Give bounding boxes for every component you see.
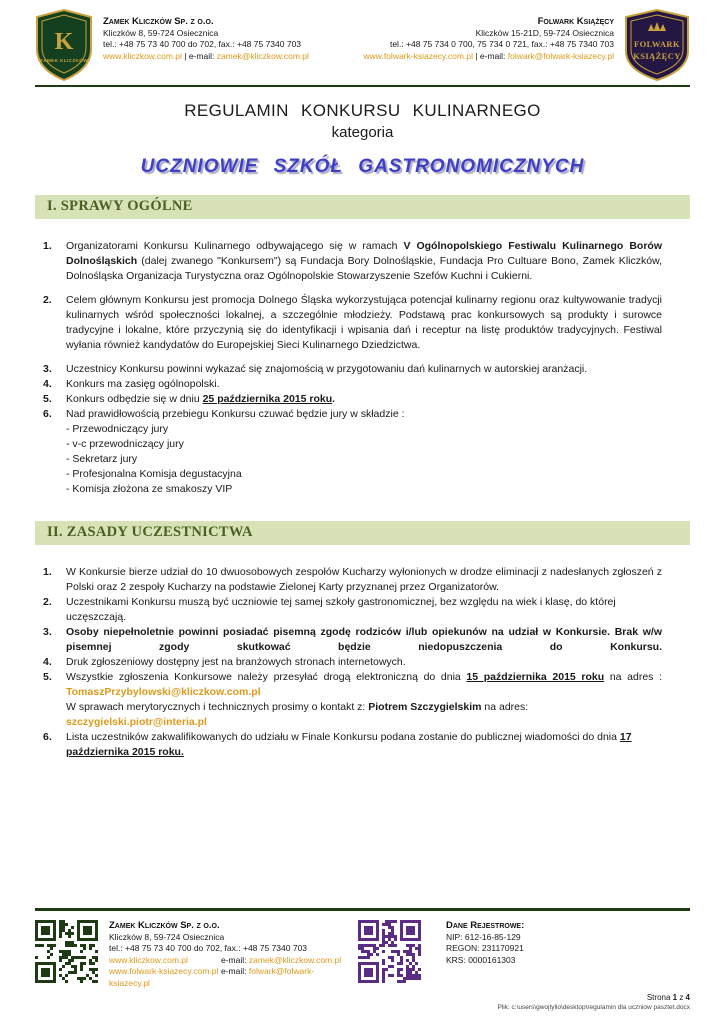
file-path: Plik: c:\users\gwojtyllo\desktop\regulamin dla uczniow pasztet.docx <box>497 1004 690 1011</box>
logo-letter: K <box>54 29 74 55</box>
text-segment: 4 <box>685 993 690 1002</box>
email-link[interactable]: zamek@kliczkow.com.pl <box>248 954 342 965</box>
list-item <box>35 407 662 497</box>
page-number <box>35 993 690 1003</box>
document-subtitle: kategoria <box>331 124 394 141</box>
footer <box>35 908 690 1013</box>
registry-regon: REGON: 231170921 <box>446 943 524 953</box>
text-segment: Organizatorami Konkursu Kulinarnego odbywającego się w ramach <box>66 240 404 252</box>
email-link[interactable]: zamek@kliczkow.com.pl <box>216 50 309 61</box>
sub-line <box>66 422 662 437</box>
text-segment: Konkurs odbędzie się w dniu <box>66 393 203 405</box>
sub-line <box>66 700 662 715</box>
company-info-left <box>103 9 309 62</box>
qr-code-folwark <box>358 920 421 983</box>
company-name: Folwark Książęcy <box>537 16 614 27</box>
text-segment: na adres : <box>604 671 662 683</box>
sub-line <box>66 482 662 497</box>
text-segment: Nad prawidłowością przebiegu Konkursu czuwać będzie jury w składzie : <box>66 408 405 420</box>
list-item-text <box>66 625 662 655</box>
company-address: Kliczków 15-21D, 59-724 Osiecznica <box>475 27 614 38</box>
section-heading: II. ZASADY UCZESTNICTWA <box>35 521 690 545</box>
section-heading: I. SPRAWY OGÓLNE <box>35 195 690 219</box>
footer-divider <box>35 908 690 911</box>
sub-line <box>66 715 662 730</box>
text-segment: . <box>332 393 336 405</box>
category-title: UCZNIOWIE SZKÓŁ GASTRONOMICZNYCH <box>140 156 585 177</box>
list-item-main-text <box>66 392 662 407</box>
list-item-main-text <box>66 655 662 670</box>
list-item-text <box>66 239 662 284</box>
list-item-number: 3. <box>43 363 52 375</box>
logo-text-line2: KSIĄŻĘCY <box>633 51 681 61</box>
text-segment: - Sekretarz jury <box>66 453 138 465</box>
text-segment: 25 października 2015 roku <box>202 393 333 405</box>
document-section <box>0 521 725 760</box>
company-address: Kliczków 8, 59-724 Osiecznica <box>103 27 219 38</box>
company-phone: tel.: +48 75 73 40 700 do 702, fax.: +48 75 7340 703 <box>103 39 302 49</box>
list-item-main-text <box>66 730 662 760</box>
list-item-text <box>66 407 662 497</box>
list-item-text <box>66 293 662 353</box>
list-item <box>35 670 662 730</box>
text-segment: 15 października 2015 roku <box>466 671 605 683</box>
text-segment: V Ogólnopolskiego Festiwalu Kulinarnego Borów Dolnośląskich <box>66 240 663 267</box>
header-right-block <box>364 9 690 81</box>
text-segment: Druk zgłoszeniowy dostępny jest na branżowych stronach internetowych. <box>66 656 406 668</box>
list-item <box>35 655 662 670</box>
list-item-number: 6. <box>43 731 52 743</box>
website-link[interactable]: www.kliczkow.com.pl <box>103 50 182 61</box>
list-item-main-text <box>66 293 662 353</box>
list-item-number: 6. <box>43 408 52 420</box>
list-item-number: 1. <box>43 566 52 578</box>
footer-company-info <box>109 920 347 989</box>
list-item-text <box>66 595 662 625</box>
list-item-main-text <box>66 239 662 284</box>
list-item-number: 2. <box>43 596 52 608</box>
text-segment: Osoby niepełnoletnie powinni posiadać pisemną zgodę rodziców i/lub opiekunów na udział w Konkursie. Brak w/w pisemnej zgody skutkować będzie niedopuszczenia do Konkursu. <box>66 626 662 653</box>
list-item-number: 5. <box>43 393 52 405</box>
company-phone: tel.: +48 75 73 40 700 do 702, fax.: +48 75 7340 703 <box>109 943 308 953</box>
company-address: Kliczków 8, 59-724 Osiecznica <box>109 931 225 942</box>
text-segment: - Komisja złożona ze smakoszy VIP <box>66 483 233 495</box>
text-segment: 1 <box>672 993 678 1002</box>
sub-line <box>66 467 662 482</box>
text-segment: Uczestnicy Konkursu powinni wykazać się znajomością w przygotowaniu dań kulinarnych w autorskiej aranżacji. <box>66 363 588 375</box>
company-name: Zamek Kliczków Sp. z o.o. <box>103 16 214 27</box>
separator-text: | e-mail: <box>472 50 508 61</box>
list-item <box>35 362 662 377</box>
email-link[interactable]: TomaszPrzybylowski@kliczkow.com.pl <box>66 686 261 698</box>
section-items <box>35 565 690 760</box>
separator-text: | e-mail: <box>181 50 217 61</box>
company-phone: tel.: +48 75 734 0 700, 75 734 0 721, fax.: +48 75 7340 703 <box>389 39 614 49</box>
website-link[interactable]: www.folwark-ksiazecy.com.pl <box>109 966 219 976</box>
footer-meta <box>35 993 690 1013</box>
text-segment: Piotrem Szczygielskim <box>368 701 482 713</box>
list-item <box>35 392 662 407</box>
sub-line <box>66 437 662 452</box>
list-item-main-text <box>66 595 662 625</box>
registry-info <box>446 920 524 966</box>
sub-line <box>66 452 662 467</box>
list-item-number: 5. <box>43 671 52 683</box>
registry-heading: Dane Rejestrowe: <box>446 920 525 931</box>
header-left-block <box>35 9 309 81</box>
text-segment: z <box>677 993 686 1002</box>
footer-content <box>35 920 690 989</box>
email-label: e-mail: <box>221 966 249 976</box>
list-item-number: 1. <box>43 240 52 252</box>
text-segment: (dalej zwanego "Konkursem") są Fundacja Bory Dolnośląskie, Fundacja Pro Cultuare Bono, Zamek Kliczków, Dolnośląska Organizacja Turystyczna oraz Ogólnopolskie Stowarzyszenie Szefów Kuchni i Cukierni. <box>66 255 662 282</box>
contact-line <box>109 966 347 989</box>
sub-line <box>66 685 662 700</box>
website-link[interactable]: www.folwark-ksiazecy.com.pl <box>363 50 473 61</box>
text-segment: Uczestnikami Konkursu muszą być uczniowie tej samej szkoły gastronomicznej, bez względu na wiek i klasę, do której uczęszczają. <box>66 596 616 623</box>
document-section <box>0 195 725 497</box>
text-segment: . <box>180 746 184 758</box>
text-segment: Strona <box>646 993 673 1002</box>
text-segment: W Konkursie bierze udział do 10 dwuosobowych zespołów Kucharzy wyłonionych w drodze eliminacji z nadesłanych zgłoszeń z Polski oraz 2 zespoły Kucharzy na podstawie Zielonej Karty przyznanej przez Organizatorów. <box>66 566 662 593</box>
list-item-main-text <box>66 670 662 685</box>
zamek-kliczkow-logo <box>35 9 93 81</box>
list-item-number: 2. <box>43 294 52 306</box>
list-item-text <box>66 377 662 392</box>
list-item-number: 4. <box>43 656 52 668</box>
list-item <box>35 625 662 655</box>
logo-text-line1: FOLWARK <box>634 39 680 49</box>
text-segment: - v-c przewodniczący jury <box>66 438 184 450</box>
list-item-text <box>66 670 662 730</box>
list-item-main-text <box>66 565 662 595</box>
website-link[interactable]: www.kliczkow.com.pl <box>109 954 188 965</box>
list-item-text <box>66 392 662 407</box>
qr-code-kliczkow <box>35 920 98 983</box>
text-segment: Lista uczestników zakwalifikowanych do udziału w Finale Konkursu podana zostanie do publicznej wiadomości do dnia <box>66 731 620 743</box>
list-item-main-text <box>66 362 662 377</box>
email-label: e-mail: <box>221 954 249 965</box>
registry-nip: NIP: 612-16-85-129 <box>446 931 521 942</box>
list-item <box>35 239 662 284</box>
contact-line <box>109 955 347 967</box>
list-item-number: 3. <box>43 626 52 638</box>
registry-krs: KRS: 0000161303 <box>446 954 516 965</box>
text-segment: na adres: <box>481 701 529 713</box>
email-link[interactable]: szczygielski.piotr@interia.pl <box>66 716 207 728</box>
list-item-text <box>66 565 662 595</box>
document-title-block <box>0 101 725 178</box>
list-item-main-text <box>66 377 662 392</box>
header-divider <box>35 85 690 87</box>
text-segment: Celem głównym Konkursu jest promocja Dolnego Śląska wykorzystująca potencjał kulinarny regionu oraz kultywowanie tradycji kulinarnych wśród społeczności lokalnej, a szczególnie młodzieży. Podstawą prac konkursowych są produkty i surowce tradycyjne i lokalne, które przyczynią się do identyfikacji i wpisania dań i receptur na listę produktów tradycyjnych. Festiwal wyłania również kandydatów do Europejskiej Sieci Kulinarnego Dziedzictwa. <box>66 294 662 351</box>
list-item <box>35 565 662 595</box>
document-body <box>0 195 725 760</box>
company-info-right <box>364 9 614 62</box>
text-segment: 17 października 2015 roku <box>66 731 632 758</box>
text-segment: Konkurs ma zasięg ogólnopolski. <box>66 378 220 390</box>
company-links <box>103 51 309 63</box>
document-title: REGULAMIN KONKURSU KULINARNEGO <box>184 101 541 120</box>
text-segment: - Przewodniczący jury <box>66 423 169 435</box>
list-item-number: 4. <box>43 378 52 390</box>
folwark-ksiazecy-logo <box>624 9 690 81</box>
list-item-main-text <box>66 407 662 422</box>
email-link[interactable]: folwark@folwark-ksiazecy.pl <box>507 50 614 61</box>
text-segment: W sprawach merytorycznych i technicznych prosimy o kontakt z: <box>66 701 369 713</box>
text-segment: Wszystkie zgłoszenia Konkursowe należy przesyłać drogą elektroniczną do dnia <box>66 671 467 683</box>
list-item-text <box>66 362 662 377</box>
company-name: Zamek Kliczków Sp. z o.o. <box>109 920 220 931</box>
company-links <box>364 51 614 63</box>
list-item <box>35 377 662 392</box>
list-item-main-text <box>66 625 662 655</box>
list-item <box>35 293 662 353</box>
list-item-text <box>66 730 662 760</box>
list-item <box>35 595 662 625</box>
text-segment: - Profesjonalna Komisja degustacyjna <box>66 468 242 480</box>
section-items <box>35 239 690 497</box>
header <box>0 0 725 81</box>
logo-caption: ZAMEK KLICZKÓW <box>40 58 88 63</box>
list-item-text <box>66 655 662 670</box>
email-link[interactable]: folwark@folwark-ksiazecy.pl <box>109 966 315 988</box>
list-item <box>35 730 662 760</box>
